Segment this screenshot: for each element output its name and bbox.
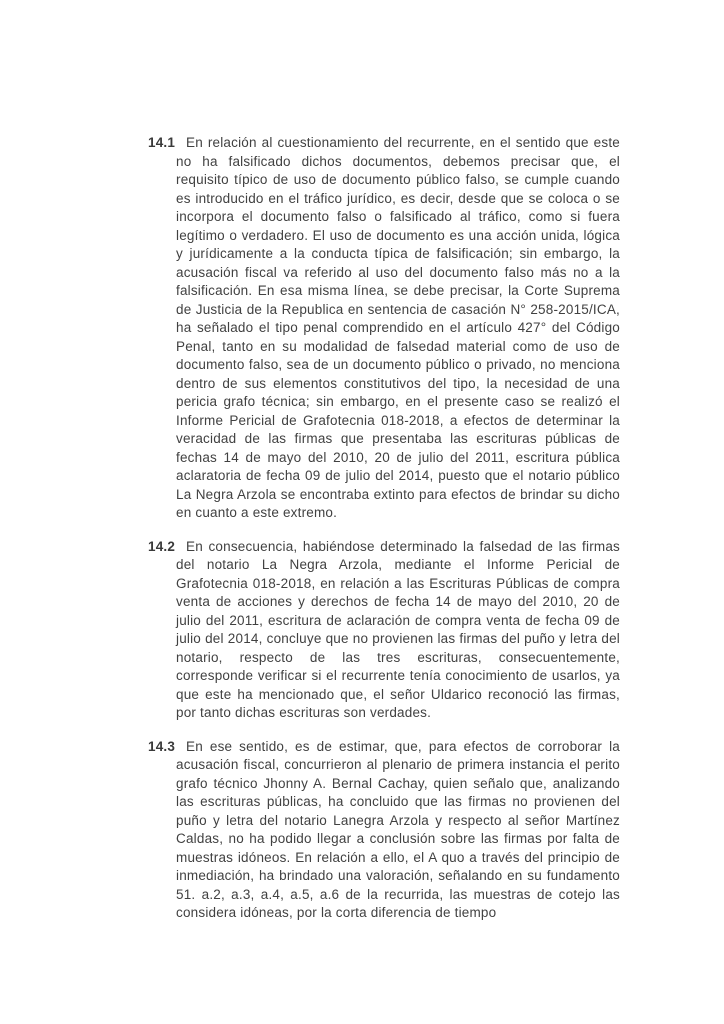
paragraph-text: En relación al cuestionamiento del recurrente, en el sentido que este no ha falsificado dichos documentos, debemos precisar que, el requisito típico de uso de documento público falso, se cumple cuando es introducido en el tráfico jurídico, es decir, desde que se coloca o se incorpora el documento falso o falsificado al tráfico, como si fuera legítimo o verdadero. El uso de documento es una acción unida, lógica y jurídicamente a la conducta típica de falsificación; sin embargo, la acusación fiscal va referido al uso del documento falso más no a la falsificación. En esa misma línea, se debe precisar, la Corte Suprema de Justicia de la Republica en sentencia de casación N° 258-2015/ICA, ha señalado el tipo penal comprendido en el artículo 427° del Código Penal, tanto en su modalidad de falsedad material como de uso de documento falso, sea de un documento público o privado, no menciona dentro de sus elementos constitutivos del tipo, la necesidad de una pericia grafo técnica; sin embargo, en el presente caso se realizó el Informe Pericial de Grafotecnia 018-2018, a efectos de determinar la veracidad de las firmas que presentaba las escrituras públicas de fechas 14 de mayo del 2010, 20 de julio del 2011, escritura pública aclaratoria de fecha 09 de julio del 2014, puesto que el notario público La Negra Arzola se encontraba extinto para efectos de brindar su dicho en cuanto a este extremo. [176, 135, 620, 520]
paragraph-number: 14.2 [148, 538, 176, 554]
paragraph-text: En ese sentido, es de estimar, que, para efectos de corroborar la acusación fiscal, concurrieron al plenario de primera instancia el perito grafo técnico Jhonny A. Bernal Cachay, quien señalo que, analizando las escrituras públicas, ha concluido que las firmas no provienen del puño y letra del notario Lanegra Arzola y respecto al señor Martínez Caldas, no ha podido llegar a conclusión sobre las firmas por falta de muestras idóneos. En relación a ello, el A quo a través del principio de inmediación, ha brindado una valoración, señalando en su fundamento 51. a.2, a.3, a.4, a.5, a.6 de la recurrida, las muestras de cotejo las considera idóneas, por la corta diferencia de tiempo [176, 738, 620, 920]
paragraph-14-2 [148, 538, 620, 723]
paragraph-14-3 [148, 738, 620, 923]
paragraph-14-1 [148, 134, 620, 523]
paragraph-number: 14.1 [148, 135, 176, 150]
paragraph-number: 14.3 [148, 738, 176, 754]
paragraph-text: En consecuencia, habiéndose determinado la falsedad de las firmas del notario La Negra Arzola, mediante el Informe Pericial de Grafotecnia 018-2018, en relación a las Escrituras Públicas de compra venta de acciones y derechos de fecha 14 de mayo del 2010, 20 de julio del 2011, escritura de aclaración de compra venta de fecha 09 de julio del 2014, concluye que no provienen las firmas del puño y letra del notario, respecto de las tres escrituras, consecuentemente, corresponde verificar si el recurrente tenía conocimiento de usarlos, ya que este ha mencionado que, el señor Uldarico reconoció las firmas, por tanto dichas escrituras son verdades. [176, 538, 620, 720]
